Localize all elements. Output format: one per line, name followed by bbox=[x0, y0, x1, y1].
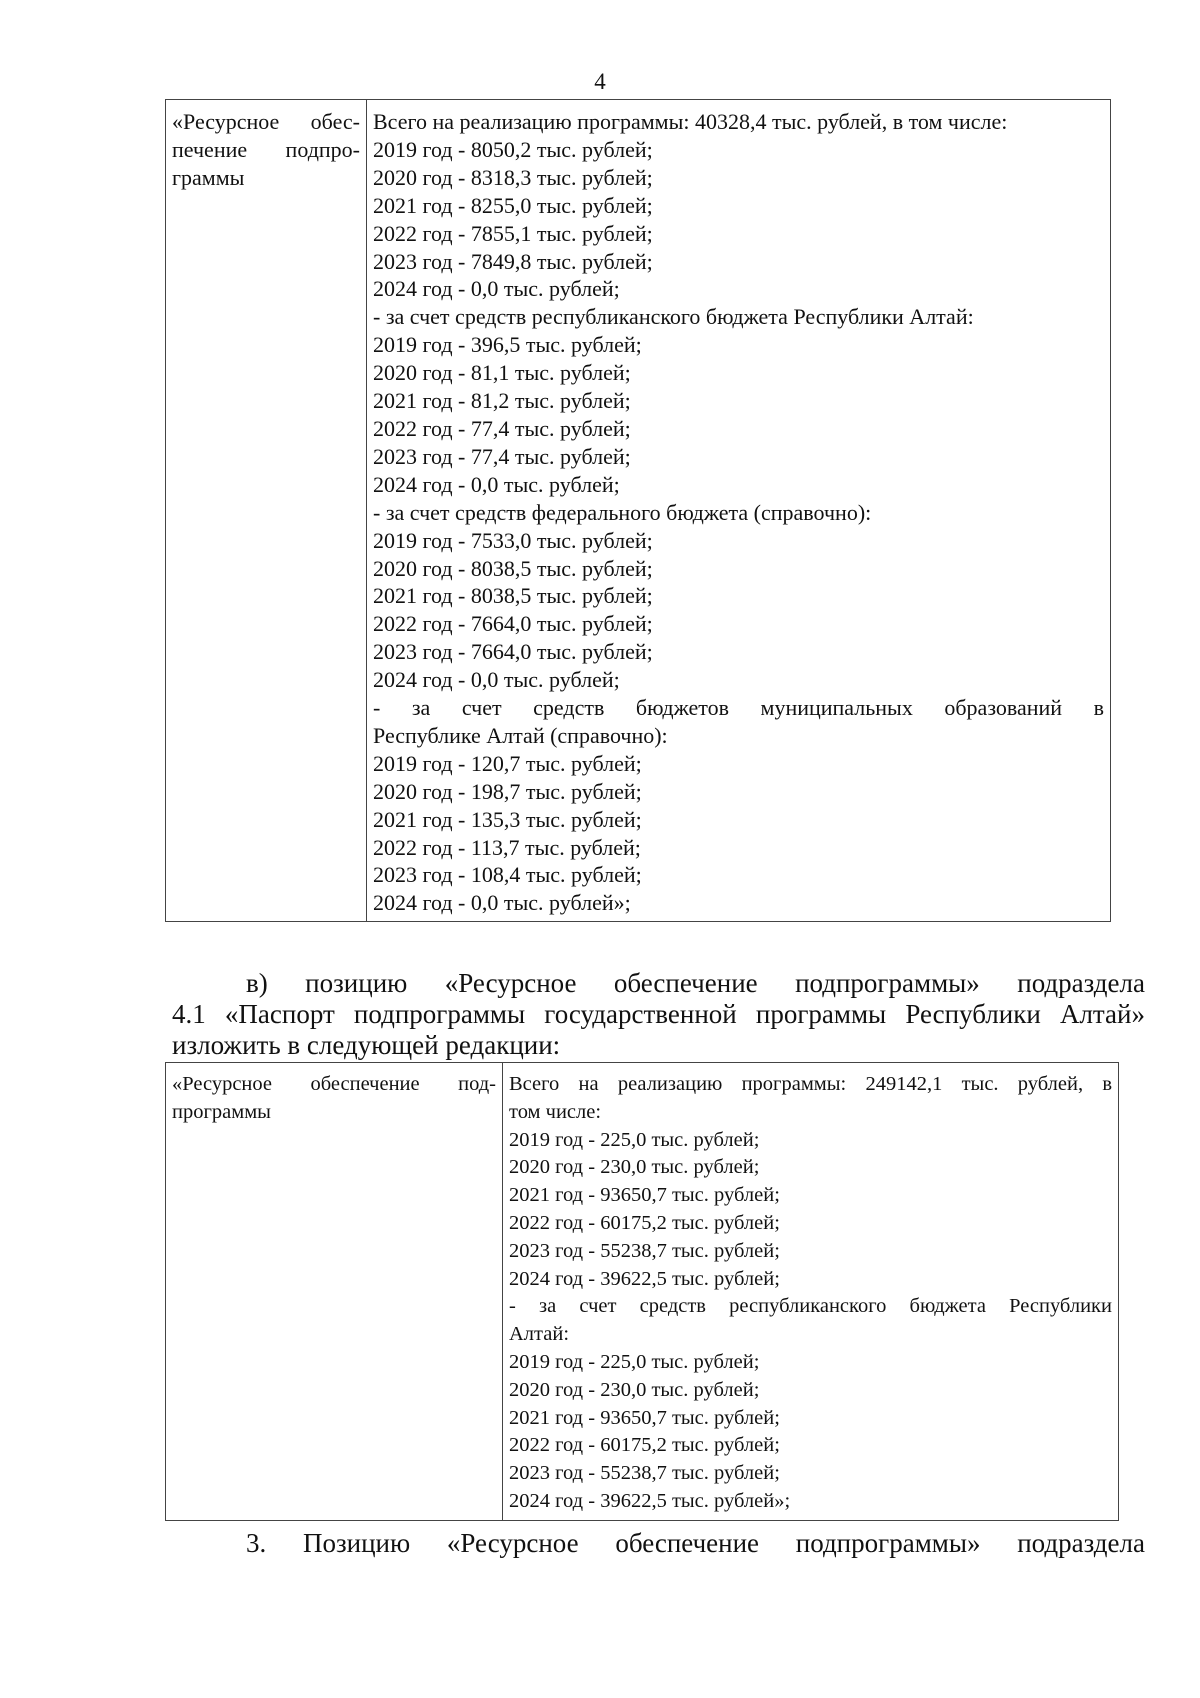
funding-line: 2021 год - 8038,5 тыс. рублей; bbox=[373, 583, 653, 609]
funding-line: 2022 год - 7664,0 тыс. рублей; bbox=[373, 611, 653, 637]
funding-line: 2022 год - 113,7 тыс. рублей; bbox=[373, 834, 641, 860]
page-number: 4 bbox=[594, 69, 606, 94]
resource-provision-table-2 bbox=[165, 1062, 1119, 1521]
funding-line: 2020 год - 198,7 тыс. рублей; bbox=[373, 778, 642, 804]
funding-line: 2023 год - 55238,7 тыс. рублей; bbox=[509, 1462, 780, 1485]
funding-line: 2021 год - 81,2 тыс. рублей; bbox=[373, 388, 631, 414]
table-value-cell bbox=[503, 1063, 1119, 1521]
funding-line: 2024 год - 39622,5 тыс. рублей; bbox=[509, 1267, 780, 1290]
funding-line: 2023 год - 55238,7 тыс. рублей; bbox=[509, 1239, 780, 1262]
funding-line: - за счет средств республиканского бюджета Республики bbox=[509, 1295, 1112, 1318]
funding-line: 2024 год - 0,0 тыс. рублей»; bbox=[373, 890, 631, 916]
resource-provision-table-1 bbox=[165, 99, 1111, 922]
label-line: печение подпро- bbox=[172, 136, 360, 162]
funding-line: 2022 год - 60175,2 тыс. рублей; bbox=[509, 1434, 780, 1457]
funding-line: 2020 год - 230,0 тыс. рублей; bbox=[509, 1378, 760, 1401]
funding-line: 2024 год - 0,0 тыс. рублей; bbox=[373, 667, 620, 693]
funding-line: 2021 год - 93650,7 тыс. рублей; bbox=[509, 1406, 780, 1429]
funding-line: 2023 год - 108,4 тыс. рублей; bbox=[373, 862, 642, 888]
funding-line: 2020 год - 81,1 тыс. рублей; bbox=[373, 360, 631, 386]
funding-line: 2019 год - 225,0 тыс. рублей; bbox=[509, 1128, 760, 1151]
funding-line: - за счет средств федерального бюджета (справочно): bbox=[373, 499, 872, 525]
funding-line: 2019 год - 120,7 тыс. рублей; bbox=[373, 750, 642, 776]
funding-line: 2024 год - 0,0 тыс. рублей; bbox=[373, 276, 620, 302]
funding-line: 2020 год - 8318,3 тыс. рублей; bbox=[373, 164, 653, 190]
paragraph-line: в) позицию «Ресурсное обеспечение подпрограммы» подраздела bbox=[246, 968, 1145, 998]
label-line: граммы bbox=[172, 164, 245, 190]
table-row bbox=[166, 1063, 1119, 1521]
funding-line: 2023 год - 77,4 тыс. рублей; bbox=[373, 443, 631, 469]
table-row bbox=[166, 100, 1111, 922]
funding-line: 2022 год - 77,4 тыс. рублей; bbox=[373, 415, 631, 441]
funding-line: 2021 год - 8255,0 тыс. рублей; bbox=[373, 192, 653, 218]
funding-line: Республике Алтай (справочно): bbox=[373, 722, 668, 748]
funding-line: 2024 год - 0,0 тыс. рублей; bbox=[373, 471, 620, 497]
paragraph-line: 3. Позицию «Ресурсное обеспечение подпрограммы» подраздела bbox=[246, 1528, 1145, 1558]
amendment-paragraph-3 bbox=[172, 1528, 1145, 1559]
funding-line: - за счет средств республиканского бюджета Республики Алтай: bbox=[373, 304, 974, 330]
funding-line: 2022 год - 7855,1 тыс. рублей; bbox=[373, 220, 653, 246]
table-label-cell bbox=[166, 100, 367, 922]
funding-line: 2020 год - 8038,5 тыс. рублей; bbox=[373, 555, 653, 581]
funding-line: - за счет средств бюджетов муниципальных образований в bbox=[373, 695, 1104, 721]
funding-line: 2019 год - 8050,2 тыс. рублей; bbox=[373, 136, 653, 162]
label-line: «Ресурсное обеспечение под- bbox=[172, 1073, 496, 1095]
funding-line: 2022 год - 60175,2 тыс. рублей; bbox=[509, 1211, 780, 1234]
funding-line: 2024 год - 39622,5 тыс. рублей»; bbox=[509, 1489, 791, 1512]
funding-line: 2019 год - 225,0 тыс. рублей; bbox=[509, 1350, 760, 1373]
amendment-paragraph-v bbox=[172, 968, 1145, 1061]
funding-line: 2019 год - 396,5 тыс. рублей; bbox=[373, 332, 642, 358]
table-label-cell bbox=[166, 1063, 503, 1521]
label-line: программы bbox=[172, 1100, 271, 1123]
funding-line: 2021 год - 135,3 тыс. рублей; bbox=[373, 806, 642, 832]
funding-line: том числе: bbox=[509, 1100, 602, 1123]
funding-line: 2023 год - 7664,0 тыс. рублей; bbox=[373, 639, 653, 665]
funding-line: Всего на реализацию программы: 249142,1 тыс. рублей, в bbox=[509, 1073, 1112, 1095]
funding-line: Всего на реализацию программы: 40328,4 тыс. рублей, в том числе: bbox=[373, 109, 1008, 134]
paragraph-line: 4.1 «Паспорт подпрограммы государственной программы Республики Алтай» bbox=[172, 999, 1145, 1029]
funding-line: Алтай: bbox=[509, 1323, 570, 1346]
label-line: «Ресурсное обес- bbox=[172, 109, 360, 134]
funding-line: 2023 год - 7849,8 тыс. рублей; bbox=[373, 248, 653, 274]
paragraph-line: изложить в следующей редакции: bbox=[172, 1030, 561, 1060]
funding-line: 2019 год - 7533,0 тыс. рублей; bbox=[373, 527, 653, 553]
table-value-cell bbox=[367, 100, 1111, 922]
funding-line: 2020 год - 230,0 тыс. рублей; bbox=[509, 1156, 760, 1179]
funding-line: 2021 год - 93650,7 тыс. рублей; bbox=[509, 1184, 780, 1207]
